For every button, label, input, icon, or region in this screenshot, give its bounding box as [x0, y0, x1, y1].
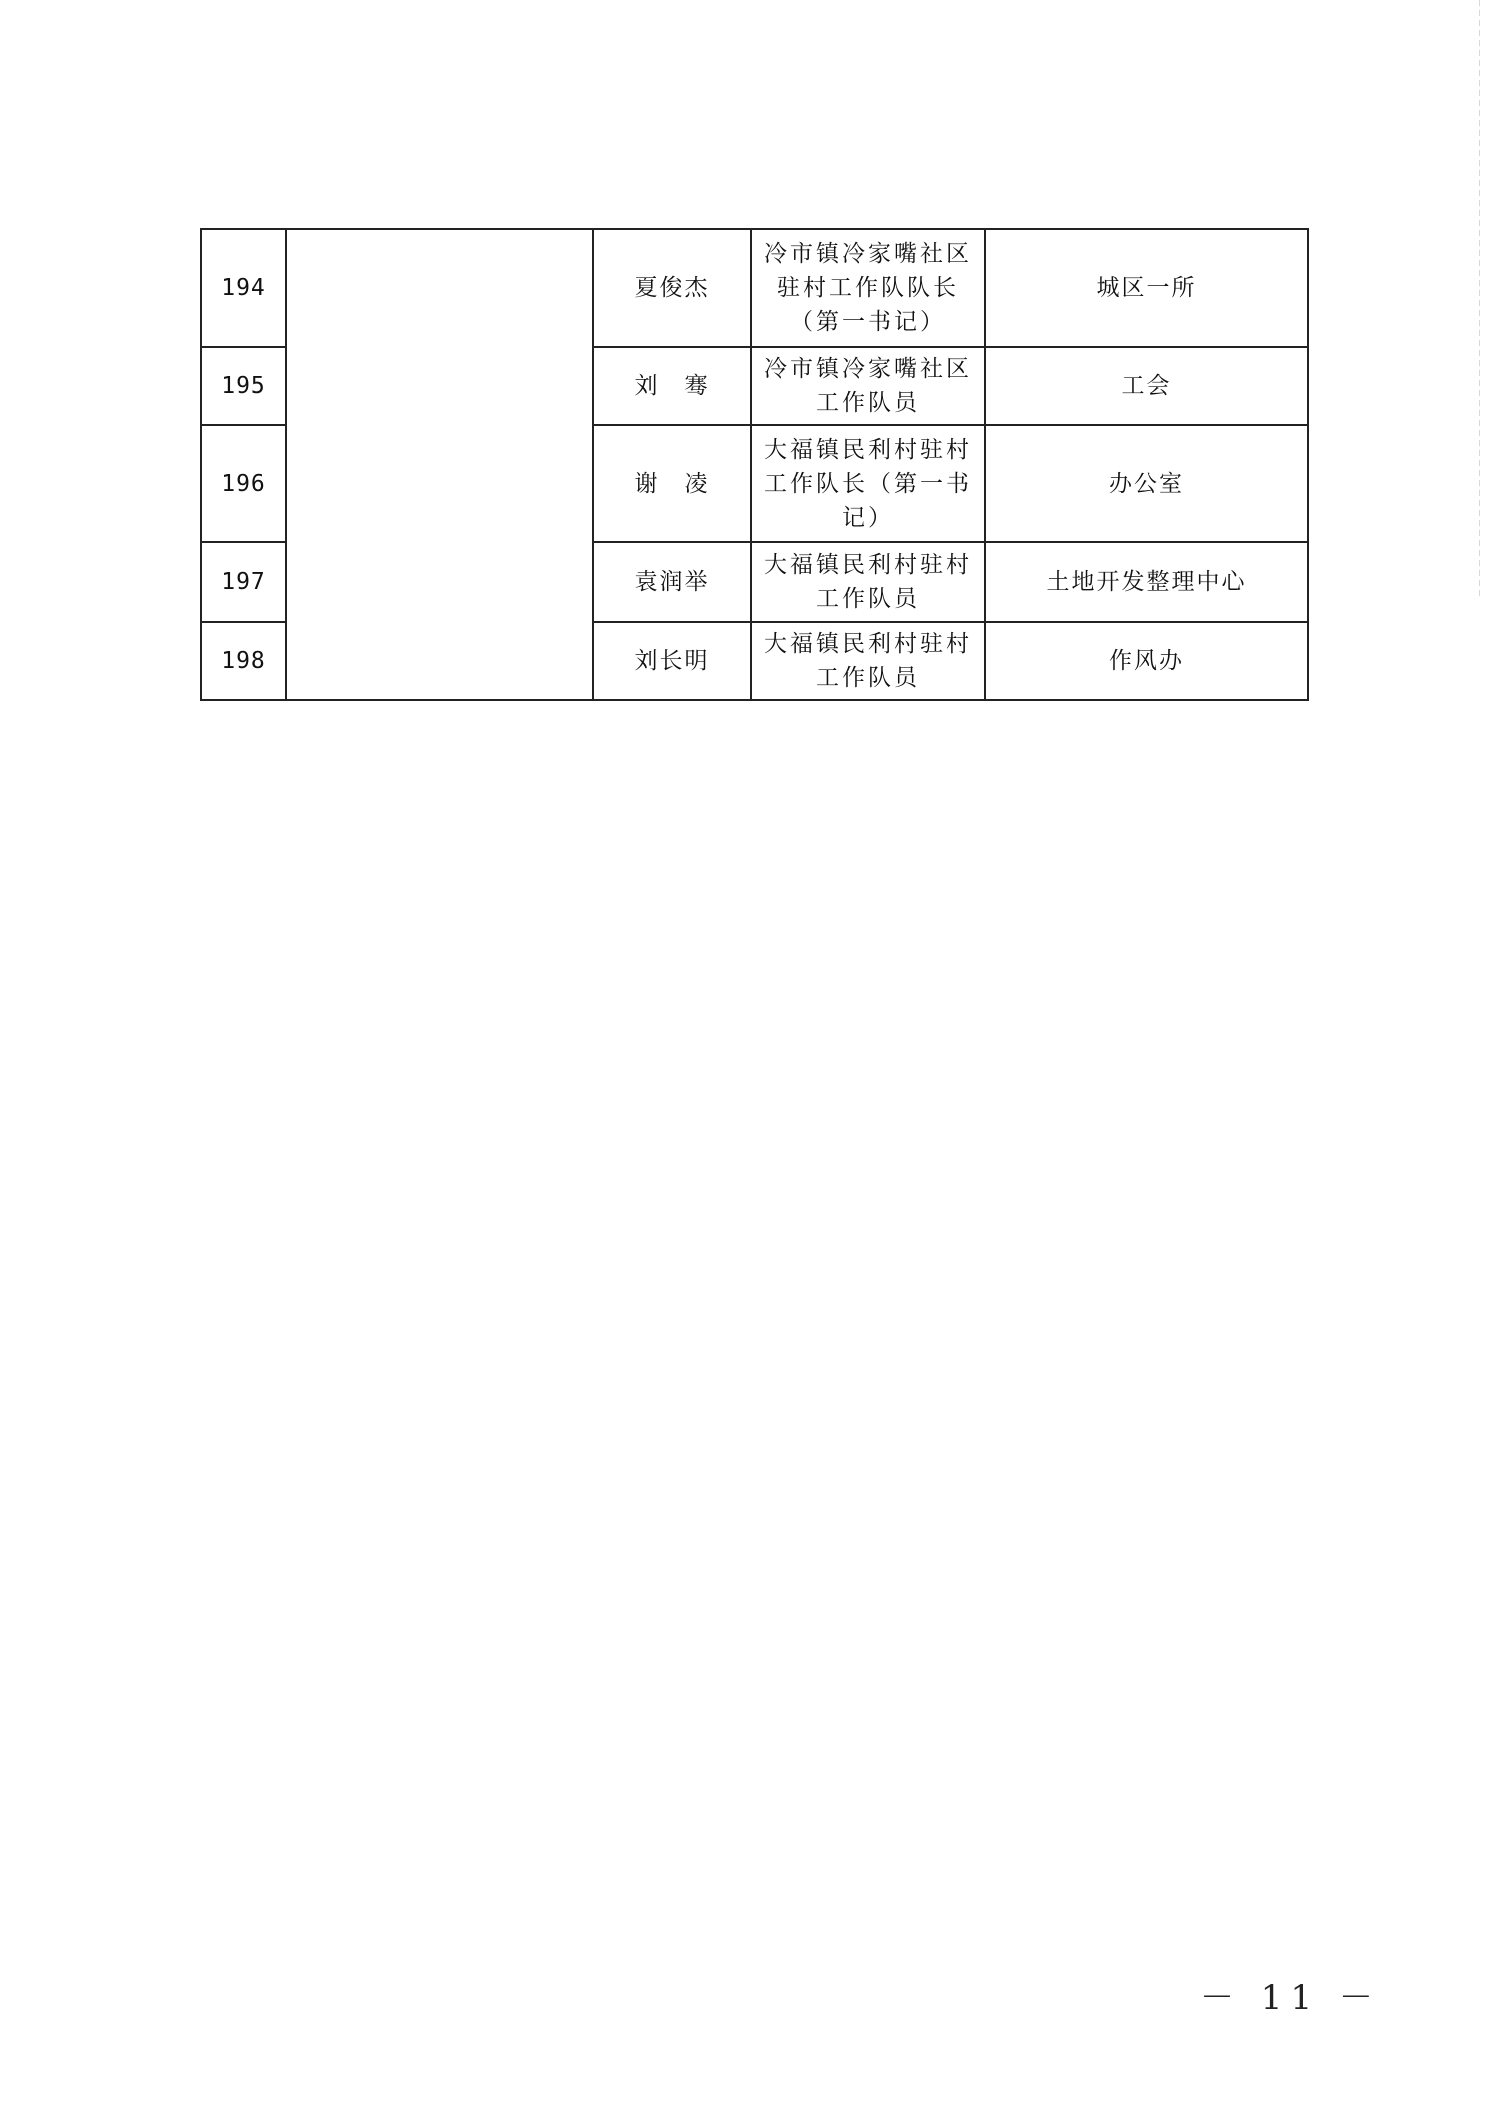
person-name: 谢 凌: [593, 425, 751, 542]
row-number: 195: [201, 347, 286, 425]
post-line: 大福镇民利村驻村: [764, 436, 972, 463]
post-line: 冷市镇冷家嘴社区: [764, 356, 972, 382]
scan-edge-artifact: [1479, 0, 1480, 600]
post-cell: [751, 229, 985, 347]
post-line: 大福镇民利村驻村: [764, 631, 972, 657]
person-name: 袁润举: [593, 542, 751, 622]
person-name: 刘长明: [593, 622, 751, 700]
post-line: 大福镇民利村驻村: [764, 552, 972, 578]
post-cell: [751, 622, 985, 700]
row-number: 197: [201, 542, 286, 622]
post-cell: [751, 425, 985, 542]
post-line: 记）: [842, 504, 894, 531]
row-number: 194: [201, 229, 286, 347]
post-line: 工作队员: [816, 390, 920, 416]
row-number: 198: [201, 622, 286, 700]
post-line: 工作队员: [816, 665, 920, 691]
page-number: － 11 －: [1200, 1978, 1381, 2018]
unit-cell: 作风办: [985, 622, 1308, 700]
post-line: 冷市镇冷家嘴社区: [764, 241, 972, 267]
personnel-table: [200, 228, 1309, 701]
merged-blank-cell: [286, 229, 593, 700]
post-line: 工作队员: [816, 586, 920, 612]
post-cell: [751, 347, 985, 425]
post-line: （第一书记）: [790, 309, 946, 335]
unit-cell: 工会: [985, 347, 1308, 425]
post-cell: [751, 542, 985, 622]
person-name: 刘 骞: [593, 347, 751, 425]
person-name: 夏俊杰: [593, 229, 751, 347]
post-line: 工作队长（第一书: [764, 470, 972, 497]
unit-cell: 城区一所: [985, 229, 1308, 347]
unit-cell: 办公室: [985, 425, 1308, 542]
table-row: [201, 229, 1308, 347]
post-line: 驻村工作队队长: [777, 275, 959, 301]
unit-cell: 土地开发整理中心: [985, 542, 1308, 622]
row-number: 196: [201, 425, 286, 542]
